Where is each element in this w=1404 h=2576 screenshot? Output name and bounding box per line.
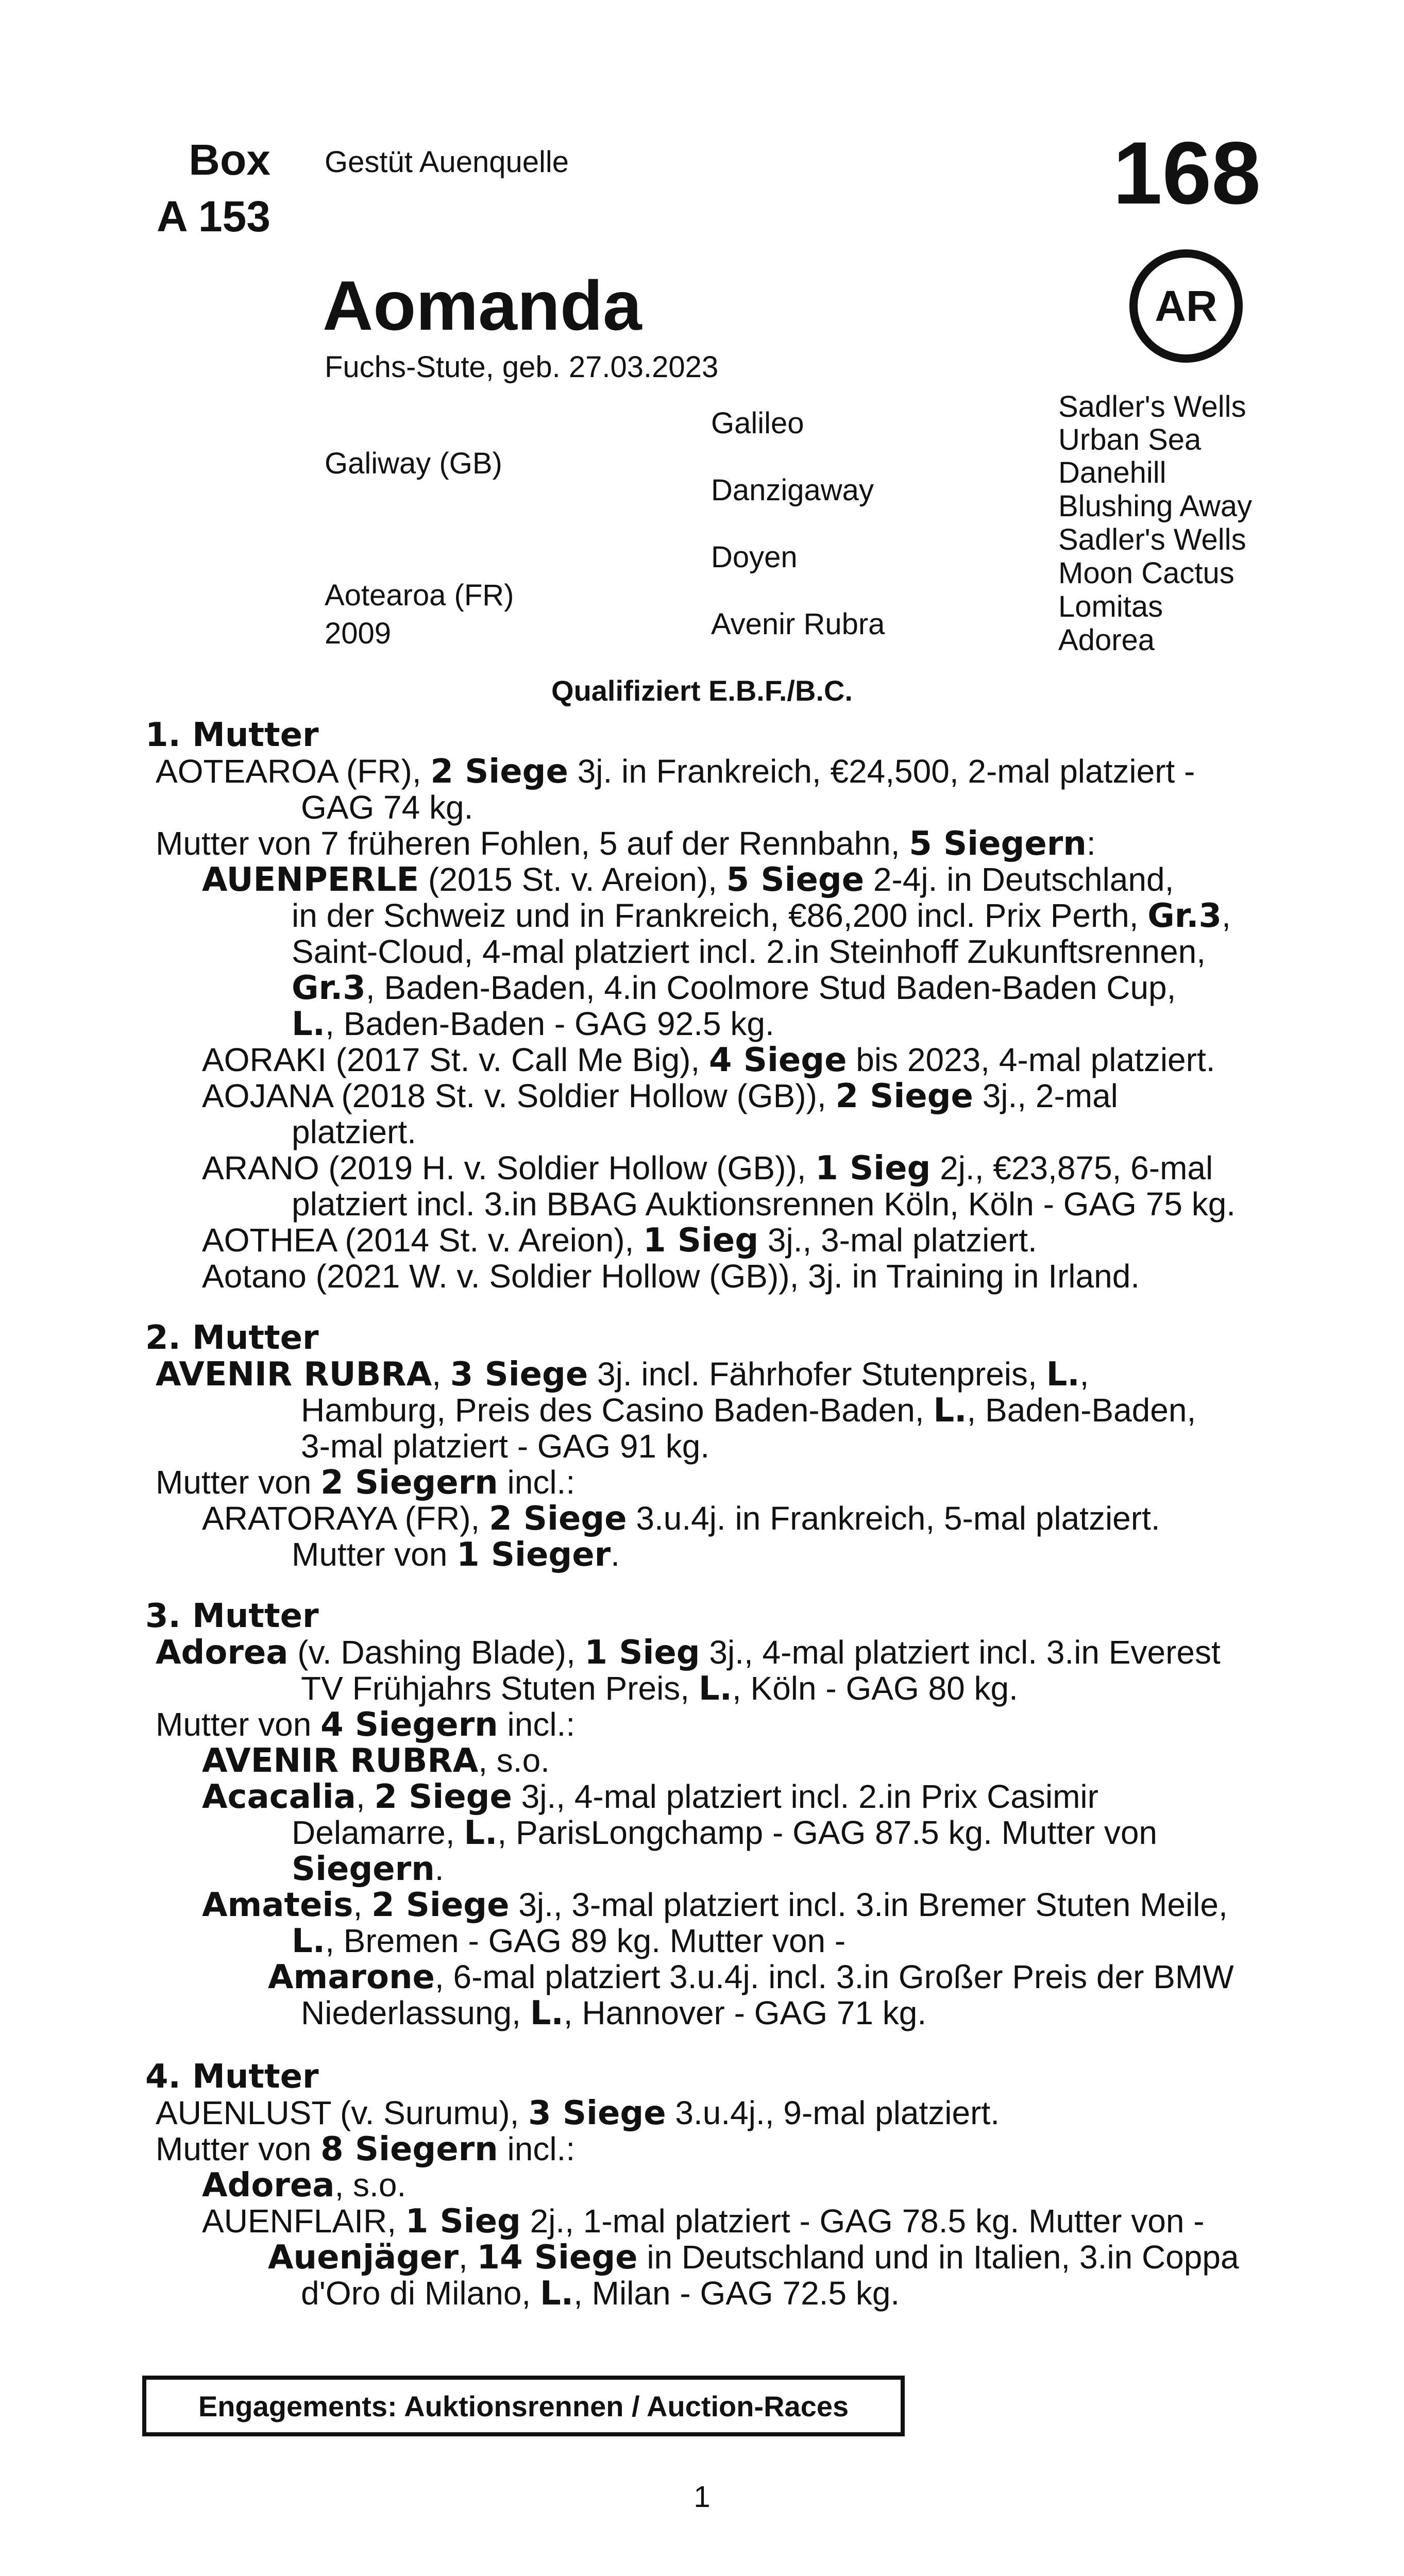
box-label: Box: [189, 135, 270, 184]
text-line: TV Frühjahrs Stuten Preis, L., Köln - GAG 80 kg.: [301, 1670, 1018, 1708]
text-line: platziert.: [292, 1113, 416, 1150]
section-heading-2: 2. Mutter: [145, 1319, 319, 1357]
section-heading-4: 4. Mutter: [145, 2058, 319, 2096]
breeder: Gestüt Auenquelle: [325, 145, 569, 179]
horse-description: Fuchs-Stute, geb. 27.03.2023: [325, 350, 719, 384]
text-line: Gr.3, Baden-Baden, 4.in Coolmore Stud Baden-Baden Cup,: [292, 969, 1176, 1007]
qualification: Qualifiziert E.B.F./B.C.: [551, 674, 853, 707]
pedigree-grandparent: Doyen: [711, 540, 798, 574]
text-line: Mutter von 4 Siegern incl.:: [156, 1706, 576, 1744]
text-line: AUENFLAIR, 1 Sieg 2j., 1-mal platziert - GAG 78.5 kg. Mutter von -: [202, 2202, 1205, 2241]
text-line: in der Schweiz und in Frankreich, €86,200 incl. Prix Perth, Gr.3,: [292, 897, 1231, 935]
text-line: Auenjäger, 14 Siege in Deutschland und in Italien, 3.in Coppa: [268, 2239, 1239, 2277]
pedigree-great-grandparent: Blushing Away: [1058, 489, 1253, 523]
pedigree-great-grandparent: Danehill: [1058, 456, 1166, 489]
pedigree-great-grandparent: Adorea: [1058, 623, 1155, 657]
text-line: d'Oro di Milano, L., Milan - GAG 72.5 kg.: [301, 2275, 900, 2313]
section-heading-1: 1. Mutter: [145, 716, 319, 754]
pedigree-dam: Aotearoa (FR): [325, 579, 514, 612]
text-line: AORAKI (2017 St. v. Call Me Big), 4 Siege bis 2023, 4-mal platziert.: [202, 1041, 1215, 1079]
text-line: Niederlassung, L., Hannover - GAG 71 kg.: [301, 1994, 927, 2032]
text-line: Amarone, 6-mal platziert 3.u.4j. incl. 3.in Großer Preis der BMW: [268, 1958, 1234, 1996]
pedigree-sire: Galiway (GB): [325, 447, 502, 480]
text-line: Acacalia, 2 Siege 3j., 4-mal platziert incl. 2.in Prix Casimir: [202, 1778, 1098, 1816]
text-line: AVENIR RUBRA, 3 Siege 3j. incl. Fährhofer Stutenpreis, L.,: [156, 1355, 1089, 1394]
text-line: AUENLUST (v. Surumu), 3 Siege 3.u.4j., 9-mal platziert.: [156, 2094, 1000, 2132]
section-heading-3: 3. Mutter: [145, 1597, 319, 1635]
pedigree-grandparent: Galileo: [711, 406, 804, 440]
text-line: Siegern.: [292, 1850, 444, 1888]
text-line: platziert incl. 3.in BBAG Auktionsrennen Köln, Köln - GAG 75 kg.: [292, 1185, 1236, 1223]
text-line: AOTHEA (2014 St. v. Areion), 1 Sieg 3j., 3-mal platziert.: [202, 1222, 1037, 1260]
pedigree-dam-year: 2009: [325, 617, 392, 650]
page-number: 1: [693, 2480, 711, 2514]
text-line: Delamarre, L., ParisLongchamp - GAG 87.5 kg. Mutter von: [292, 1814, 1157, 1852]
text-line: Aotano (2021 W. v. Soldier Hollow (GB)), 3j. in Training in Irland.: [202, 1258, 1140, 1295]
text-line: 3-mal platziert - GAG 91 kg.: [301, 1428, 710, 1465]
pedigree-great-grandparent: Sadler's Wells: [1058, 390, 1246, 423]
text-line: AOJANA (2018 St. v. Soldier Hollow (GB)), 2 Siege 3j., 2-mal: [202, 1077, 1118, 1115]
status-badge: AR: [1129, 249, 1243, 363]
pedigree-great-grandparent: Urban Sea: [1058, 423, 1202, 456]
text-line: Hamburg, Preis des Casino Baden-Baden, L., Baden-Baden,: [301, 1392, 1196, 1430]
text-line: Adorea, s.o.: [202, 2166, 407, 2205]
lot-number: 168: [1113, 124, 1261, 223]
pedigree-great-grandparent: Moon Cactus: [1058, 556, 1234, 590]
pedigree-grandparent: Avenir Rubra: [711, 607, 885, 641]
horse-name: Aomanda: [323, 266, 642, 345]
pedigree-grandparent: Danzigaway: [711, 473, 874, 507]
text-line: GAG 74 kg.: [301, 789, 473, 826]
text-line: Saint-Cloud, 4-mal platziert incl. 2.in Steinhoff Zukunftsrennen,: [292, 933, 1206, 970]
pedigree-great-grandparent: Sadler's Wells: [1058, 523, 1246, 556]
engagements-box: Engagements: Auktionsrennen / Auction-Races: [142, 2376, 905, 2436]
text-line: Mutter von 8 Siegern incl.:: [156, 2130, 576, 2168]
text-line: L., Bremen - GAG 89 kg. Mutter von -: [292, 1922, 846, 1960]
pedigree-great-grandparent: Lomitas: [1058, 590, 1163, 623]
text-line: AUENPERLE (2015 St. v. Areion), 5 Siege 2-4j. in Deutschland,: [202, 861, 1174, 899]
text-line: AOTEAROA (FR), 2 Siege 3j. in Frankreich, €24,500, 2-mal platziert -: [156, 753, 1195, 791]
text-line: Mutter von 2 Siegern incl.:: [156, 1464, 576, 1502]
text-line: L., Baden-Baden - GAG 92.5 kg.: [292, 1005, 774, 1043]
text-line: Amateis, 2 Siege 3j., 3-mal platziert incl. 3.in Bremer Stuten Meile,: [202, 1886, 1228, 1924]
text-line: Mutter von 7 früheren Fohlen, 5 auf der Rennbahn, 5 Siegern:: [156, 825, 1096, 863]
box-number: A 153: [156, 192, 270, 241]
text-line: ARATORAYA (FR), 2 Siege 3.u.4j. in Frankreich, 5-mal platziert.: [202, 1500, 1160, 1538]
text-line: ARANO (2019 H. v. Soldier Hollow (GB)), 1 Sieg 2j., €23,875, 6-mal: [202, 1149, 1213, 1188]
text-line: Adorea (v. Dashing Blade), 1 Sieg 3j., 4-mal platziert incl. 3.in Everest: [156, 1634, 1221, 1672]
text-line: Mutter von 1 Sieger.: [292, 1536, 620, 1574]
text-line: AVENIR RUBRA, s.o.: [202, 1742, 550, 1780]
